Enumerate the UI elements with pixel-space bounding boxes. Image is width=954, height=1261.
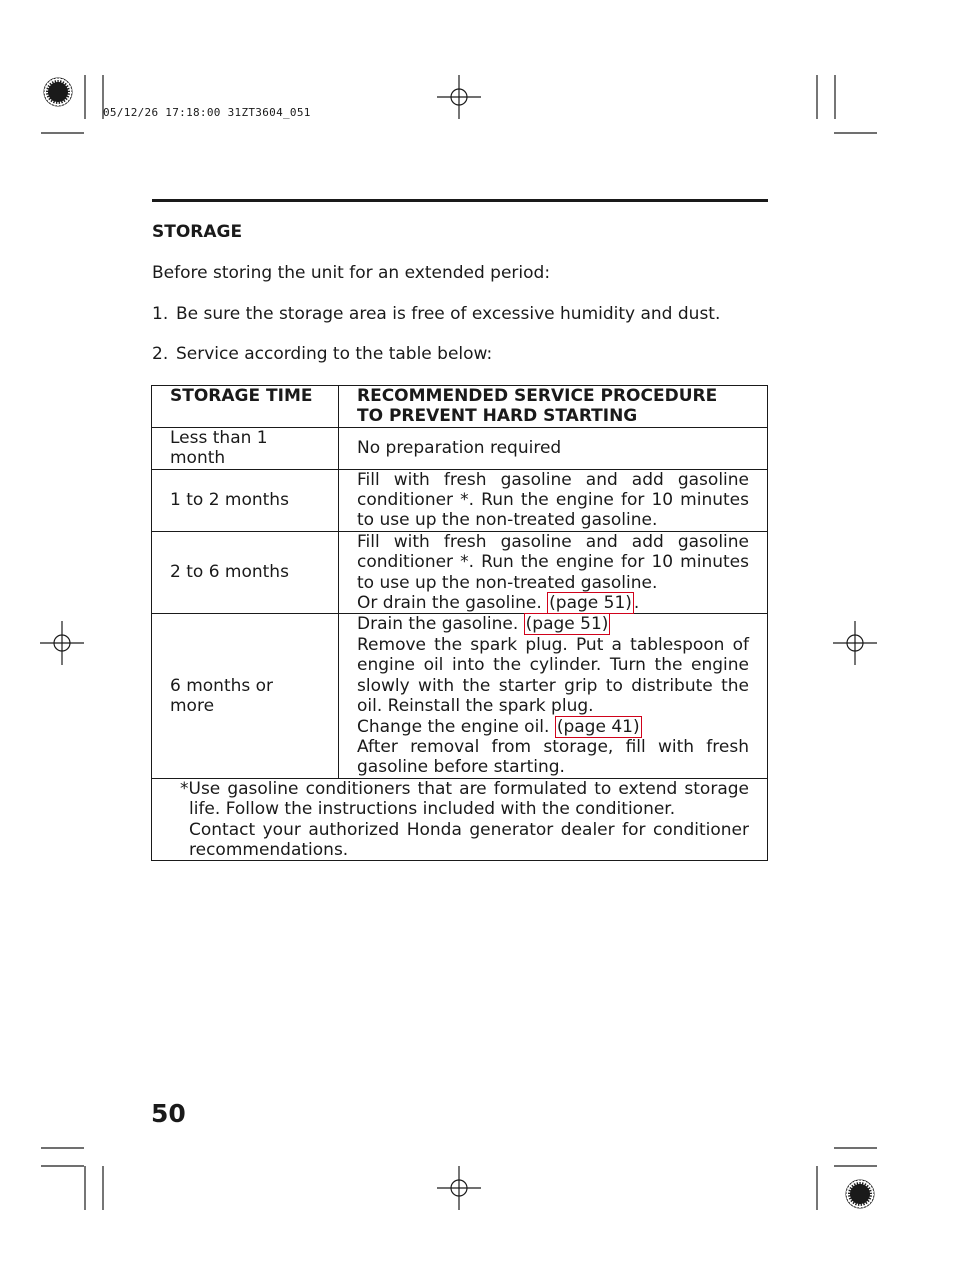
- table-row: [152, 614, 768, 778]
- intro-text: Before storing the unit for an extended period:: [152, 263, 551, 283]
- starburst-mark-top-left: [44, 78, 72, 106]
- storage-time-cell: Less than 1 month: [152, 427, 339, 469]
- step-text: Be sure the storage area is free of excessive humidity and dust.: [176, 304, 721, 324]
- table-note-row: [152, 778, 768, 861]
- storage-time-cell: 1 to 2 months: [152, 469, 339, 531]
- starburst-mark-bottom-right: [846, 1180, 874, 1208]
- page-number: 50: [151, 1099, 186, 1128]
- procedure-text: [357, 614, 749, 634]
- procedure-text: Fill with fresh gasoline and add gasoline conditioner *. Run the engine for 10 minutes to use up the non-treated gasoline.: [357, 531, 749, 593]
- section-title: STORAGE: [152, 222, 243, 242]
- step-2: [152, 344, 492, 364]
- footnote-text: Contact your authorized Honda generator dealer for conditioner recommendations.: [189, 819, 749, 860]
- step-1: [152, 304, 720, 324]
- procedure-text: Fill with fresh gasoline and add gasoline conditioner *. Run the engine for 10 minutes to use up the non-treated gasoline.: [357, 469, 749, 531]
- page-reference-link[interactable]: (page 51): [525, 614, 609, 635]
- step-number: 1.: [152, 304, 169, 324]
- table-header-row: [152, 386, 768, 428]
- procedure-cell: [339, 427, 768, 469]
- page-reference-link[interactable]: (page 41): [556, 716, 640, 737]
- procedure-text: After removal from storage, fill with fresh gasoline before starting.: [357, 736, 749, 778]
- procedure-text: No preparation required: [357, 438, 562, 459]
- step-number: 2.: [152, 344, 169, 364]
- table-row: [152, 531, 768, 614]
- storage-time-cell: 2 to 6 months: [152, 531, 339, 614]
- footnote-cell: [152, 778, 768, 861]
- header-storage-time: STORAGE TIME: [152, 386, 339, 428]
- procedure-cell: [339, 531, 768, 614]
- table-row: [152, 469, 768, 531]
- procedure-text-part: Change the engine oil.: [357, 716, 550, 737]
- procedure-text: [357, 593, 749, 613]
- table-row: [152, 427, 768, 469]
- procedure-text: Remove the spark plug. Put a tablespoon of engine oil into the cylinder. Turn the engine slowly with the starter grip to distribute the oil. Reinstall the spark plug.: [357, 634, 749, 717]
- print-stamp: 05/12/26 17:18:00 31ZT3604_051: [103, 106, 311, 119]
- procedure-text: [357, 717, 749, 737]
- page-reference-link[interactable]: (page 51): [549, 593, 632, 614]
- header-procedure: RECOMMENDED SERVICE PROCEDURE TO PREVENT HARD STARTING: [339, 386, 768, 428]
- storage-table: [151, 385, 768, 861]
- punctuation: .: [633, 593, 640, 614]
- procedure-text-part: Drain the gasoline.: [357, 614, 519, 635]
- footnote-text: *Use gasoline conditioners that are formulated to extend storage life. Follow the instructions included with the conditioner.: [180, 778, 749, 820]
- step-text: Service according to the table below:: [176, 344, 493, 364]
- procedure-cell: [339, 469, 768, 531]
- procedure-cell: [339, 614, 768, 778]
- section-rule: [152, 199, 768, 202]
- storage-time-cell: 6 months or more: [152, 614, 339, 778]
- procedure-text-part: Or drain the gasoline.: [357, 593, 542, 614]
